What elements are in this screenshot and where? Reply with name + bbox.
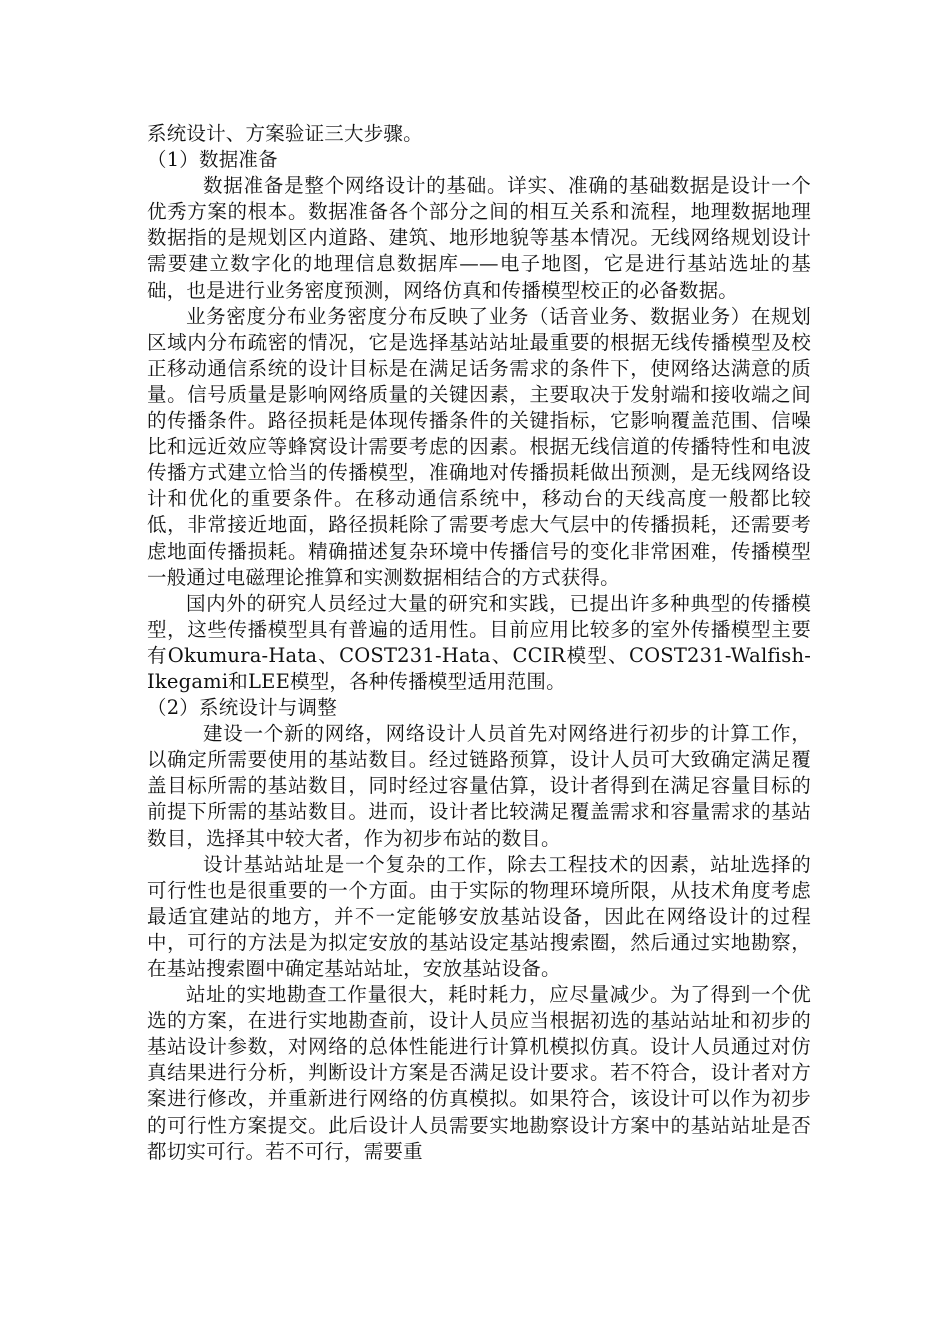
paragraph-data-preparation: 数据准备是整个网络设计的基础。详实、准确的基础数据是设计一个优秀方案的根本。数据准备各个部分之间的相互关系和流程，地理数据地理数据指的是规划区内道路、建筑、地形地貌等基本情况。无线网络规划设计需要建立数字化的地理信息数据库——电子地图，它是进行基站选址的基础，也是进行业务密度预测，网络仿真和传播模型校正的必备数据。: [147, 174, 811, 302]
section-heading-data-preparation: （1）数据准备: [147, 148, 278, 172]
paragraph-traffic-density: 业务密度分布业务密度分布反映了业务（话音业务、数据业务）在规划区域内分布疏密的情况，它是选择基站站址最重要的根据无线传播模型及校正移动通信系统的设计目标是在满足话务需求的条件下，使网络达满意的质量。信号质量是影响网络质量的关键因素，主要取决于发射端和接收端之间的传播条件。路径损耗是体现传播条件的关键指标，它影响覆盖范围、信噪比和远近效应等蜂窝设计需要考虑的因素。根据无线信道的传播特性和电波传播方式建立恰当的传播模型，准确地对传播损耗做出预测，是无线网络设计和优化的重要条件。在移动通信系统中，移动台的天线高度一般都比较低，非常接近地面，路径损耗除了需要考虑大气层中的传播损耗，还需要考虑地面传播损耗。精确描述复杂环境中传播信号的变化非常困难，传播模型一般通过电磁理论推算和实测数据相结合的方式获得。: [147, 304, 811, 589]
section-heading-system-design: （2）系统设计与调整: [147, 696, 337, 720]
document-body: [147, 121, 811, 1165]
paragraph-site-selection: 设计基站站址是一个复杂的工作，除去工程技术的因素，站址选择的可行性也是很重要的一个方面。由于实际的物理环境所限，从技术角度考虑最适宜建站的地方，并不一定能够安放基站设备，因此在网络设计的过程中，可行的方法是为拟定安放的基站设定基站搜索圈，然后通过实地勘察，在基站搜索圈中确定基站站址，安放基站设备。: [147, 852, 811, 980]
paragraph-new-network: 建设一个新的网络，网络设计人员首先对网络进行初步的计算工作，以确定所需要使用的基站数目。经过链路预算，设计人员可大致确定满足覆盖目标所需的基站数目，同时经过容量估算，设计者得到在满足容量目标的前提下所需的基站数目。进而，设计者比较满足覆盖需求和容量需求的基站数目，选择其中较大者，作为初步布站的数目。: [147, 722, 811, 850]
paragraph-continuation: 系统设计、方案验证三大步骤。: [147, 122, 423, 145]
paragraph-propagation-models: 国内外的研究人员经过大量的研究和实践，已提出许多种典型的传播模型，这些传播模型具有普遍的适用性。目前应用比较多的室外传播模型主要有Okumura-Hata、COST231-Hata、CCIR模型、COST231-Walfish-Ikegami和LEE模型，各种传播模型适用范围。: [147, 591, 811, 693]
paragraph-site-survey: 站址的实地勘查工作量很大，耗时耗力，应尽量减少。为了得到一个优选的方案，在进行实地勘查前，设计人员应当根据初选的基站站址和初步的基站设计参数，对网络的总体性能进行计算机模拟仿真。设计人员通过对仿真结果进行分析，判断设计方案是否满足设计要求。若不符合，设计者对方案进行修改，并重新进行网络的仿真模拟。如果符合，该设计可以作为初步的可行性方案提交。此后设计人员需要实地勘察设计方案中的基站站址是否都切实可行。若不可行，需要重: [147, 983, 811, 1163]
